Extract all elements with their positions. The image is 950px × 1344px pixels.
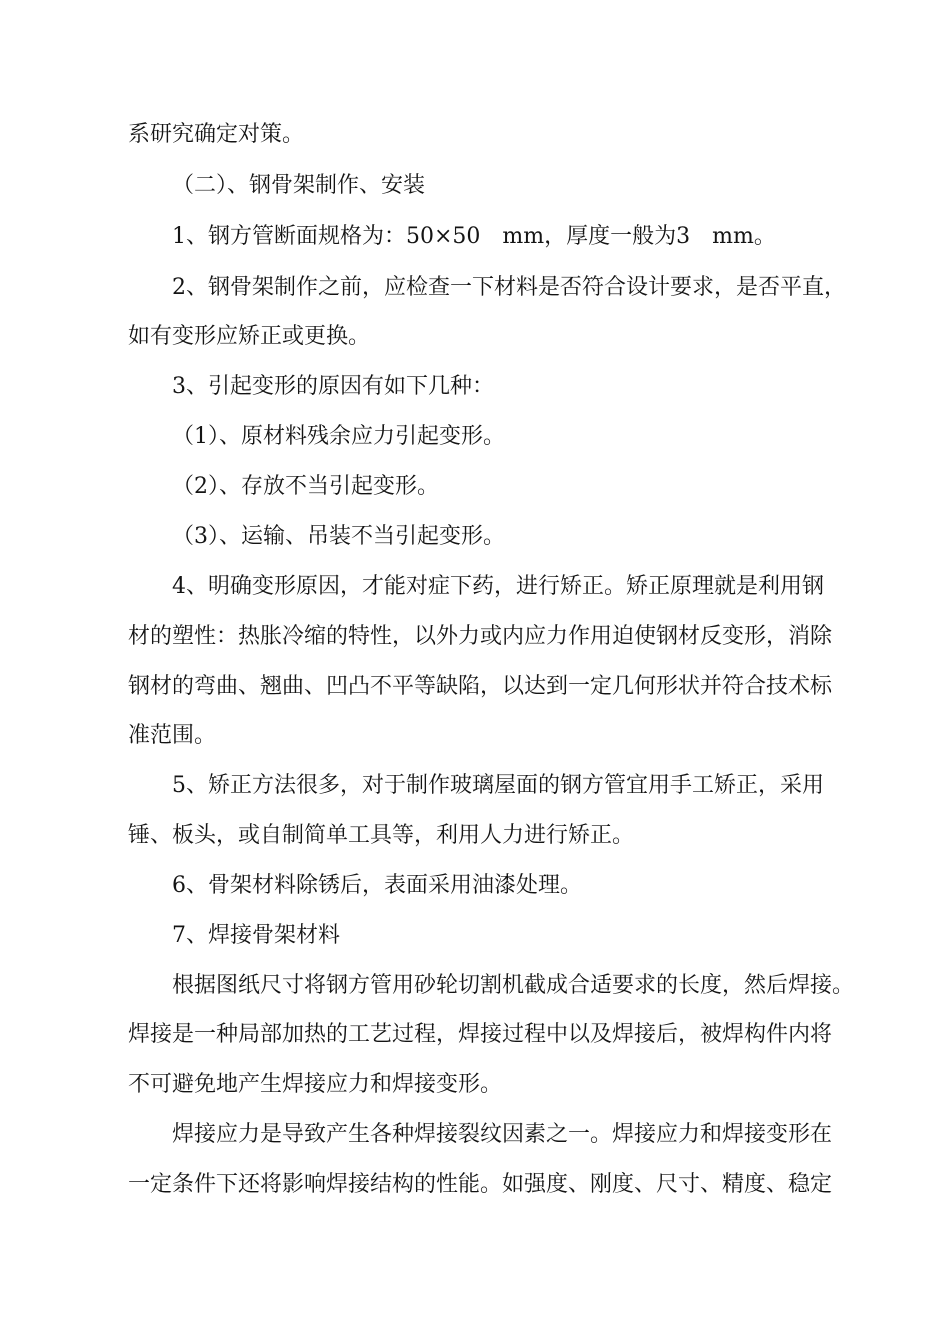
item-4-line-3: 钢材的弯曲、翘曲、凹凸不平等缺陷，以达到一定几何形状并符合技术标 — [128, 674, 833, 699]
item-5-line-2: 锤、板头，或自制简单工具等，利用人力进行矫正。 — [128, 823, 635, 848]
item-3-line: 3、引起变形的原因有如下几种： — [172, 374, 494, 399]
text-line-continuation: 系研究确定对策。 — [128, 122, 305, 147]
item-6-line: 6、骨架材料除锈后，表面采用油漆处理。 — [172, 873, 582, 898]
item-4-line-4: 准范围。 — [128, 723, 217, 748]
section-heading: （二）、钢骨架制作、安装 — [172, 173, 426, 198]
paragraph-2-line-2: 一定条件下还将影响焊接结构的性能。如强度、刚度、尺寸、精度、稳定 — [128, 1172, 833, 1197]
subitem-3-line: （3）、运输、吊装不当引起变形。 — [172, 524, 505, 549]
item-2-line-2: 如有变形应矫正或更换。 — [128, 324, 371, 349]
item-4-line-1: 4、明确变形原因，才能对症下药，进行矫正。矫正原理就是利用钢 — [172, 574, 824, 599]
subitem-1-line: （1）、原材料残余应力引起变形。 — [172, 424, 505, 449]
paragraph-1-line-3: 不可避免地产生焊接应力和焊接变形。 — [128, 1072, 503, 1097]
paragraph-2-line-1: 焊接应力是导致产生各种焊接裂纹因素之一。焊接应力和焊接变形在 — [172, 1122, 833, 1147]
item-2-line-1: 2、钢骨架制作之前，应检查一下材料是否符合设计要求，是否平直， — [172, 275, 846, 300]
paragraph-1-line-2: 焊接是一种局部加热的工艺过程，焊接过程中以及焊接后，被焊构件内将 — [128, 1022, 833, 1047]
item-4-line-2: 材的塑性：热胀冷缩的特性，以外力或内应力作用迫使钢材反变形，消除 — [128, 624, 833, 649]
item-1-line: 1、钢方管断面规格为：50×50 mm，厚度一般为3 mm。 — [172, 224, 776, 249]
item-7-line: 7、焊接骨架材料 — [172, 923, 340, 948]
paragraph-1-line-1: 根据图纸尺寸将钢方管用砂轮切割机截成合适要求的长度，然后焊接。 — [172, 973, 855, 998]
subitem-2-line: （2）、存放不当引起变形。 — [172, 474, 439, 499]
item-5-line-1: 5、矫正方法很多，对于制作玻璃屋面的钢方管宜用手工矫正，采用 — [172, 773, 824, 798]
